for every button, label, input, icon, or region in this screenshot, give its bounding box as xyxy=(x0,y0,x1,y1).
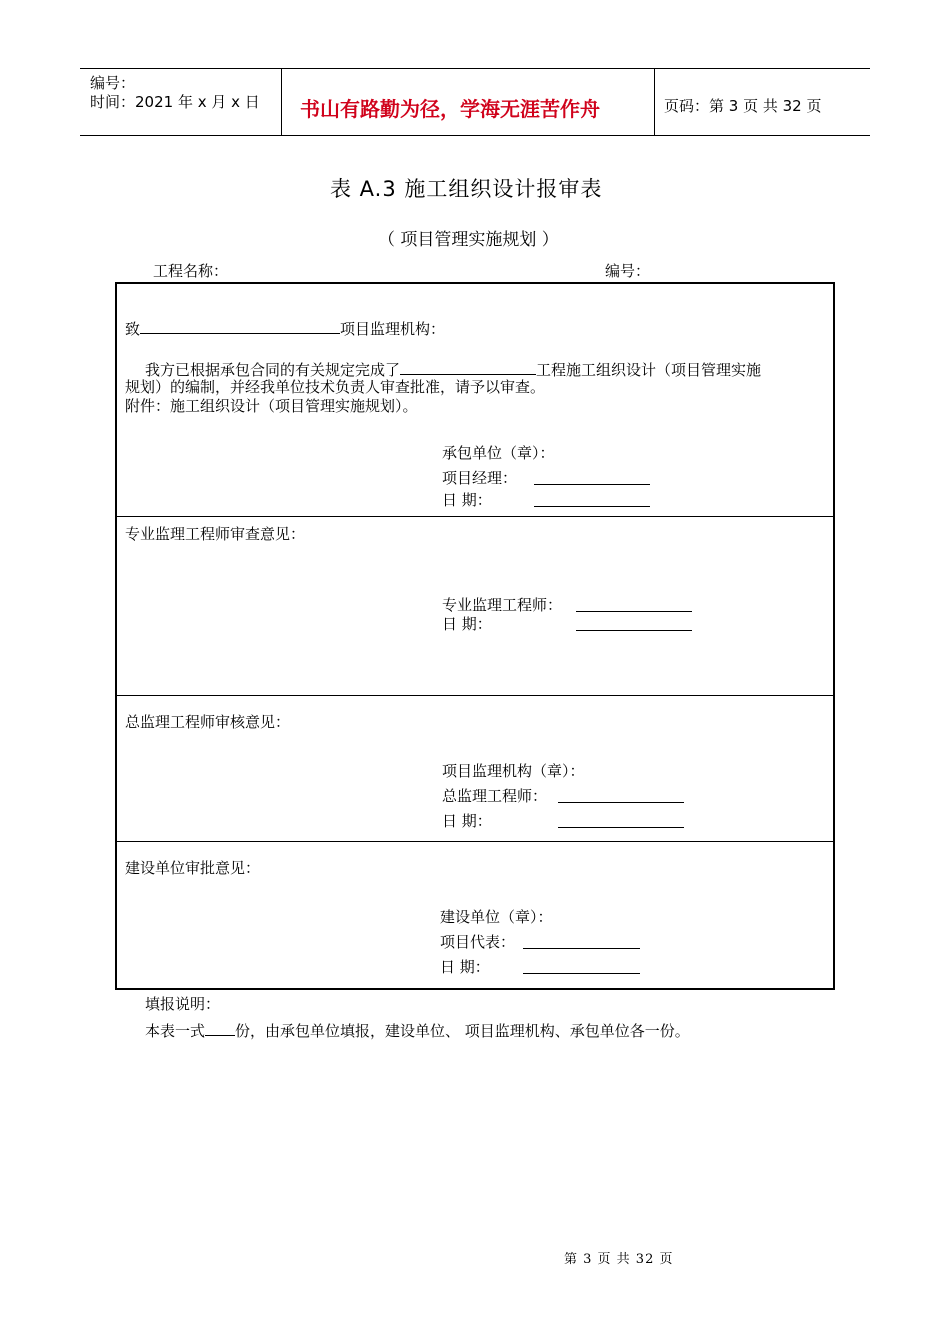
project-representative-label: 项目代表： xyxy=(440,933,516,951)
owner-seal-label: 建设单位（章）： xyxy=(440,908,553,926)
specialist-date-label: 日 期： xyxy=(442,615,492,633)
submission-body-line2: 规划）的编制，并经我单位技术负责人审查批准，请予以审查。 xyxy=(125,378,546,396)
header-page-label: 页码：第 3 页 共 32 页 xyxy=(664,97,822,115)
footer-page-number: 第 3 页 共 32 页 xyxy=(564,1252,674,1267)
form-number-label: 编号： xyxy=(605,262,651,280)
contractor-date-blank[interactable] xyxy=(534,491,650,507)
owner-approval-heading: 建设单位审批意见： xyxy=(125,859,261,877)
header-time-label: 时间：2021 年 x 月 x 日 xyxy=(90,93,260,111)
owner-date-label: 日 期： xyxy=(440,958,490,976)
header-bottom-rule xyxy=(80,135,870,136)
specialist-engineer-label: 专业监理工程师： xyxy=(442,596,563,614)
addressee-blank[interactable] xyxy=(140,318,340,334)
submission-body-part1: 我方已根据承包合同的有关规定完成了 xyxy=(145,361,401,379)
header-divider-right xyxy=(654,68,655,136)
addressee-prefix: 致 xyxy=(125,320,141,338)
project-manager-blank[interactable] xyxy=(534,469,650,485)
submission-body-part2: 工程施工组织设计（项目管理实施 xyxy=(536,361,762,379)
owner-date-blank[interactable] xyxy=(523,958,640,974)
chief-engineer-blank[interactable] xyxy=(558,787,684,803)
project-name-label: 工程名称： xyxy=(153,262,229,280)
copies-suffix: 份，由承包单位填报，建设单位、 项目监理机构、承包单位各一份。 xyxy=(235,1022,690,1040)
document-subtitle: （ 项目管理实施规划 ） xyxy=(378,230,559,250)
filling-notes-heading: 填报说明： xyxy=(145,995,221,1013)
project-representative-blank[interactable] xyxy=(523,933,640,949)
document-title: 表 A.3 施工组织设计报审表 xyxy=(330,177,603,201)
chief-date-blank[interactable] xyxy=(558,812,684,828)
addressee-suffix: 项目监理机构： xyxy=(340,320,446,338)
copies-count-blank[interactable] xyxy=(205,1020,235,1036)
specialist-engineer-blank[interactable] xyxy=(576,596,692,612)
section-divider-2 xyxy=(115,695,835,696)
header-divider-left xyxy=(281,68,282,136)
chief-engineer-label: 总监理工程师： xyxy=(442,787,548,805)
section-divider-1 xyxy=(115,516,835,517)
contractor-seal-label: 承包单位（章）： xyxy=(442,444,555,462)
filling-notes-line xyxy=(145,1020,690,1041)
header-top-rule xyxy=(80,68,870,69)
addressee-line xyxy=(125,318,445,339)
supervision-org-seal-label: 项目监理机构（章）： xyxy=(442,762,585,780)
copies-prefix: 本表一式 xyxy=(145,1022,206,1040)
chief-review-heading: 总监理工程师审核意见： xyxy=(125,713,291,731)
submission-body-line1 xyxy=(145,359,761,380)
specialist-date-blank[interactable] xyxy=(576,615,692,631)
specialist-review-heading: 专业监理工程师审查意见： xyxy=(125,525,306,543)
project-name-blank[interactable] xyxy=(400,359,536,375)
header-number-label: 编号： xyxy=(90,74,136,92)
header-motto: 书山有路勤为径，学海无涯苦作舟 xyxy=(300,97,600,121)
attachment-note: 附件：施工组织设计（项目管理实施规划）。 xyxy=(125,397,418,415)
chief-date-label: 日 期： xyxy=(442,812,492,830)
contractor-date-label: 日 期： xyxy=(442,491,492,509)
project-manager-label: 项目经理： xyxy=(442,469,518,487)
section-divider-3 xyxy=(115,841,835,842)
